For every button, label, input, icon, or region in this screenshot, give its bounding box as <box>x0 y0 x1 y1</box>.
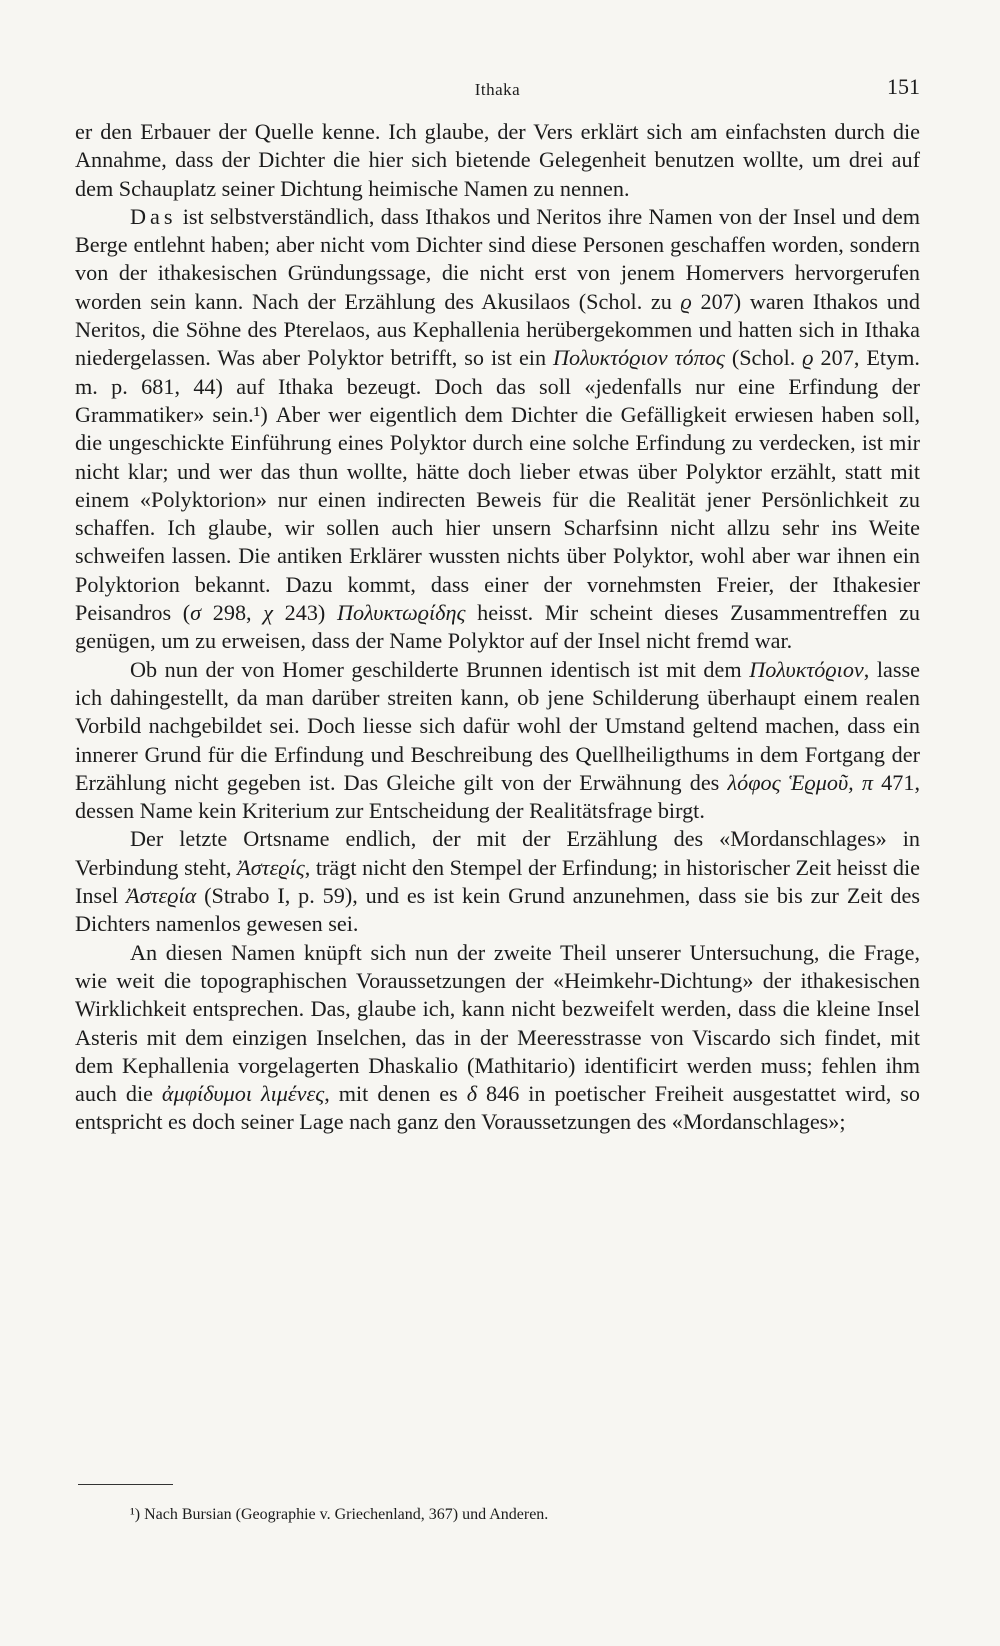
paragraph-1 <box>75 118 920 203</box>
text-run: , trägt nicht den Stempel der Erfindung; in historischer Zeit heisst die Insel <box>75 854 920 909</box>
spaced-word: Das <box>130 203 177 229</box>
footnote <box>130 1506 548 1524</box>
running-title: Ithaka <box>474 80 521 99</box>
footnote-divider <box>78 1484 173 1485</box>
text-run: 846 in poetischer Freiheit ausgestattet wird, so entspricht es doch seiner Lage nach ganz den Voraussetzungen des «Mordanschlages»; <box>75 1081 920 1135</box>
body-text <box>75 118 920 1137</box>
paragraph-3 <box>75 656 920 826</box>
text-run: Der letzte Ortsname endlich, der mit der Erzählung des «Mordanschlages» in Verbindung steht, <box>75 826 920 880</box>
paragraph-4 <box>75 825 920 938</box>
text-run: An diesen Namen knüpft sich nun der zweite Theil unserer Untersuchung, die Frage, wie weit die topographischen Voraussetzungen der «Heimkehr-Dichtung» der ithakesischen Wirklichkeit entsprechen. Das, glaube ich, kann nicht bezweifelt werden, dass die kleine Insel Asteris mit dem einzigen Inselchen, das in der Meeresstrasse von Viscardo sich findet, mit dem Kephallenia vorgelagerten Dhaskalio (Mathitario) identificirt werden muss; fehlen ihm auch die <box>75 939 920 1107</box>
footnote-ref: ¹) <box>253 401 268 427</box>
greek-text: Πολυκτωϱίδης <box>336 600 466 626</box>
paragraph-5 <box>75 939 920 1137</box>
text-run: 207) waren Ithakos und Neritos, die Söhne des Pterelaos, aus Kephallenia herübergekommen und hatten sich in Ithaka niedergelassen. Was aber Polyktor betrifft, so ist ein <box>75 288 920 371</box>
footnote-text: Nach Bursian (Geographie v. Griechenland, 367) und Anderen. <box>140 1506 549 1523</box>
text-run: , mit denen es <box>324 1081 467 1107</box>
footnote-marker: ¹) <box>130 1506 141 1523</box>
greek-text: Ἀστεϱίς <box>237 854 305 880</box>
greek-text: ϱ <box>680 288 692 314</box>
text-run: er den Erbauer der Quelle kenne. Ich glaube, der Vers erklärt sich am einfachsten durch die Annahme, dass der Dichter die hier sich bietende Gelegenheit benutzen wollte, um drei auf dem Schauplatz seiner Dichtung heimische Namen zu nennen. <box>75 119 920 201</box>
greek-text: χ <box>263 600 273 626</box>
text-run: (Strabo I, p. 59), und es ist kein Grund anzunehmen, dass sie bis zur Zeit des Dichters namenlos gewesen sei. <box>75 883 920 937</box>
text-run: heisst. Mir scheint dieses Zusammentreffen zu genügen, um zu erweisen, dass der Name Polyktor auf der Insel nicht fremd war. <box>75 600 921 654</box>
text-run: 298, <box>201 600 264 626</box>
page-number: 151 <box>887 74 920 99</box>
text-run: Aber wer eigentlich dem Dichter die Gefälligkeit erwiesen haben soll, die ungeschickte Einführung eines Polyktor durch eine solche Erfindung zu verdecken, ist mir nicht klar; und wer das thun wollte, hätte doch lieber etwas über Polyktor erzählt, statt mit einem «Polyktorion» nur einen indirecten Beweis für die Realität jener Persönlichkeit zu schaffen. Ich glaube, wir sollen auch hier unsern Scharfsinn nicht allzu sehr ins Weite schweifen lassen. Die antiken Erklärer wussten nichts über Polyktor, wohl aber war ihnen ein Polyktorion bekannt. Dazu kommt, dass einer der vornehmsten Freier, der Ithakesier Peisandros ( <box>75 401 921 626</box>
text-run: 243) <box>273 600 337 626</box>
text-run: , lasse ich dahingestellt, da man darüber streiten kann, ob jene Schilderung überhaupt einem realen Vorbild nachgebildet sei. Doch liesse sich dafür wohl der Umstand geltend machen, dass ein innerer Grund für die Erfindung und Beschreibung des Quellheiligthums in dem Fortgang der Erzählung nicht gegeben ist. Das Gleiche gilt von der Erwähnung des <box>75 656 920 795</box>
text-run: Ob nun der von Homer geschilderte Brunnen identisch ist mit dem <box>130 656 750 682</box>
running-head <box>75 74 920 104</box>
text-run: (Schol. <box>724 345 803 371</box>
greek-text: ἀμφίδυμοι λιμένες <box>161 1081 325 1107</box>
greek-text: δ <box>466 1081 478 1107</box>
paragraph-2 <box>75 203 920 656</box>
text-run: 471, dessen Name kein Kriterium zur Entscheidung der Realitätsfrage birgt. <box>75 769 921 824</box>
greek-text: Ἀστεϱία <box>126 883 197 909</box>
greek-text: σ <box>190 600 202 626</box>
text-run: ist selbstverständlich, dass Ithakos und Neritos ihre Namen von der Insel und dem Berge entlehnt haben; aber nicht vom Dichter sind diese Personen geschaffen worden, sondern von der ithakesischen Gründungssage, die nicht erst von jenem Homervers hervorgerufen worden sein kann. Nach der Erzählung des Akusilaos (Schol. zu <box>75 203 920 314</box>
greek-text: Πολυκτόϱιον <box>749 656 864 682</box>
greek-text: λόφος Ἑϱμοῦ, π <box>727 769 873 795</box>
text-run: 207, Etym. m. p. 681, 44) auf Ithaka bezeugt. Doch das soll «jedenfalls nur eine Erfindung der Grammatiker» sein. <box>75 345 920 427</box>
greek-text: ϱ <box>802 345 814 371</box>
greek-text: Πολυκτόϱιον τόπος <box>553 345 725 371</box>
